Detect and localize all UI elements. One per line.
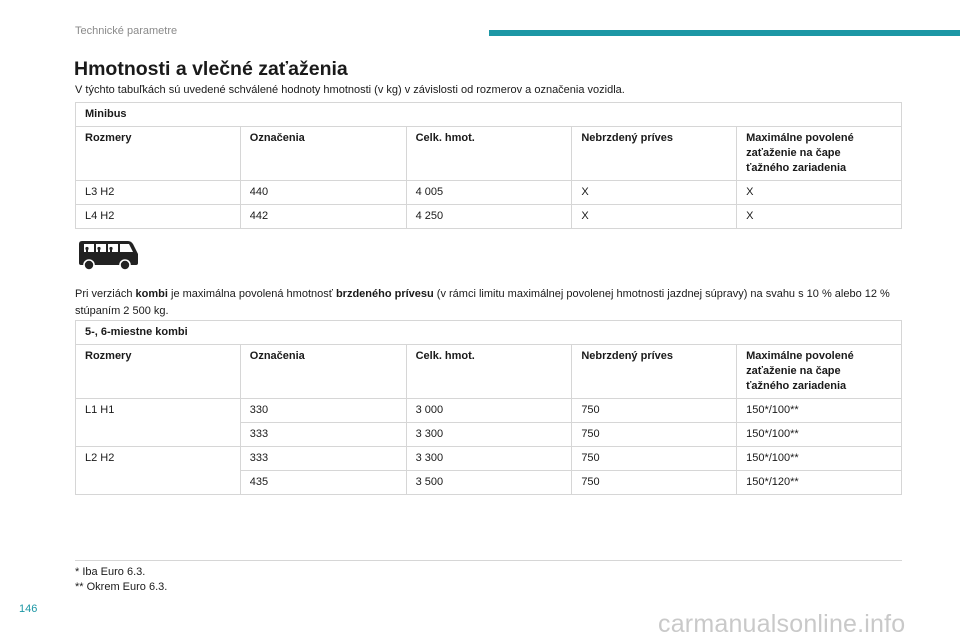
table-cell: 3 300	[406, 423, 572, 447]
table-title: Minibus	[76, 103, 902, 127]
table-cell: X	[737, 205, 902, 229]
table-cell: 3 000	[406, 399, 572, 423]
table-cell: 440	[240, 181, 406, 205]
table-cell: L2 H2	[76, 447, 241, 471]
column-header: Označenia	[240, 345, 406, 399]
text-run: je maximálna povolená hmotnosť	[167, 288, 336, 300]
page-title: Hmotnosti a vlečné zaťaženia	[74, 58, 348, 80]
table-cell: 3 500	[406, 471, 572, 495]
table-cell: 150*/100**	[737, 399, 902, 423]
watermark: carmanualsonline.info	[658, 610, 906, 638]
table-cell: 150*/120**	[737, 471, 902, 495]
table-cell: 150*/100**	[737, 423, 902, 447]
table-title-row	[76, 321, 902, 345]
table-row	[76, 471, 902, 495]
table-cell: 330	[240, 399, 406, 423]
table-header-row	[76, 127, 902, 181]
table-cell: X	[572, 181, 737, 205]
table-cell: L4 H2	[76, 205, 241, 229]
kombi-towing-note	[75, 286, 905, 320]
table-cell: 3 300	[406, 447, 572, 471]
table-row	[76, 205, 902, 229]
table-cell: 150*/100**	[737, 447, 902, 471]
column-header: Označenia	[240, 127, 406, 181]
column-header: Maximálne povolené zaťaženie na čape ťažného zariadenia	[737, 127, 902, 181]
table-cell: 435	[240, 471, 406, 495]
section-accent-bar	[489, 30, 960, 36]
table-cell: 333	[240, 447, 406, 471]
table-cell: 750	[572, 423, 737, 447]
page-number: 146	[19, 603, 38, 615]
table-cell: 750	[572, 471, 737, 495]
column-header: Maximálne povolené zaťaženie na čape ťažného zariadenia	[737, 345, 902, 399]
table-cell: 333	[240, 423, 406, 447]
minibus-icon	[76, 238, 140, 272]
text-bold: brzdeného prívesu	[335, 288, 434, 300]
table-cell: 442	[240, 205, 406, 229]
column-header: Celk. hmot.	[406, 127, 572, 181]
table-title: 5-, 6-miestne kombi	[76, 321, 902, 345]
table-cell: 750	[572, 447, 737, 471]
intro-text: V týchto tabuľkách sú uvedené schválené hodnoty hmotnosti (v kg) v závislosti od rozmerov a označenia vozidla.	[75, 84, 625, 96]
text-bold: kombi	[135, 288, 168, 300]
table-cell: X	[572, 205, 737, 229]
table-title-row	[76, 103, 902, 127]
table-cell: 4 250	[406, 205, 572, 229]
table-row	[76, 181, 902, 205]
table-row	[76, 423, 902, 447]
table-cell: 4 005	[406, 181, 572, 205]
minibus-table	[75, 102, 902, 229]
table-row	[76, 399, 902, 423]
table-cell	[76, 471, 241, 495]
table-cell: L3 H2	[76, 181, 241, 205]
column-header: Nebrzdený príves	[572, 345, 737, 399]
column-header: Rozmery	[76, 345, 241, 399]
table-cell: 750	[572, 399, 737, 423]
column-header: Celk. hmot.	[406, 345, 572, 399]
table-row	[76, 447, 902, 471]
table-cell: X	[737, 181, 902, 205]
footnote: ** Okrem Euro 6.3.	[75, 581, 168, 593]
table-cell: L1 H1	[76, 399, 241, 423]
text-run: Pri verziách	[75, 288, 136, 300]
text-run: (v rámci limitu maximálnej povolenej hmotnosti jazdnej súpravy) na svahu s 10 % alebo 12 % stúpaním 2 500 kg.	[75, 288, 890, 317]
kombi-table	[75, 320, 902, 495]
table-header-row	[76, 345, 902, 399]
footnote-divider	[75, 560, 902, 561]
section-label: Technické parametre	[75, 25, 178, 37]
table-cell	[76, 423, 241, 447]
footnote: * Iba Euro 6.3.	[75, 566, 146, 578]
column-header: Rozmery	[76, 127, 241, 181]
column-header: Nebrzdený príves	[572, 127, 737, 181]
